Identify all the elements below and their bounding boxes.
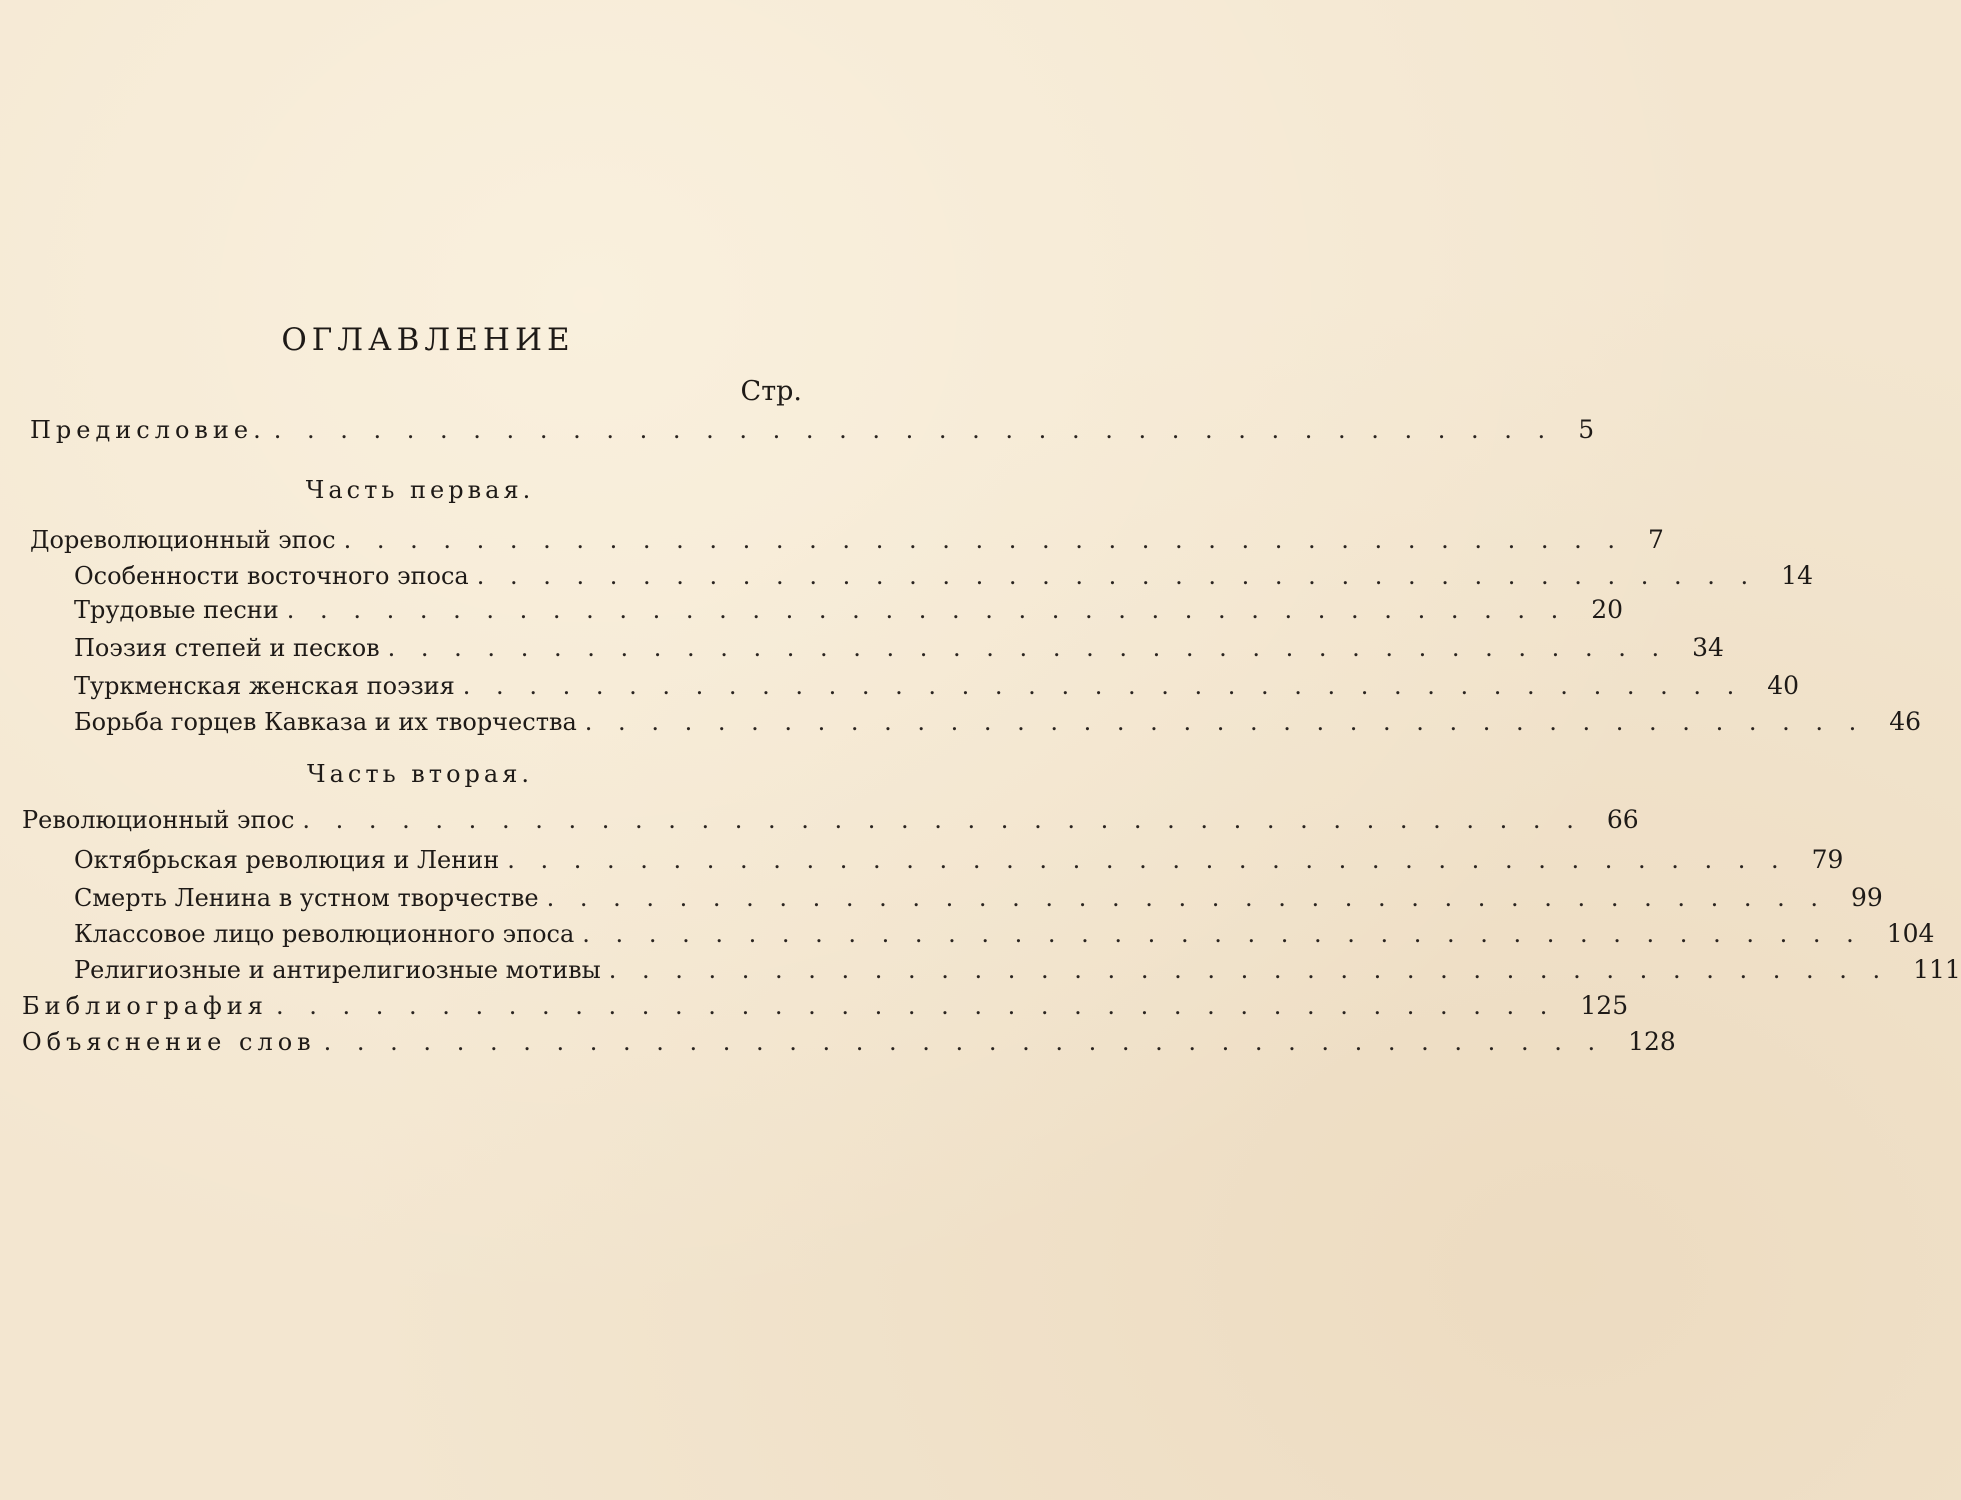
leader-dots: . . . . . . . . . . . . . . . . . . . . . . . . . . . . . . . . . . . . . . . — [546, 884, 1827, 912]
leader-dots: . . . . . . . . . . . . . . . . . . . . . . . . . . . . . . . . . . . . . . . — [462, 672, 1744, 700]
toc-entry[interactable] — [74, 838, 1844, 874]
toc-entry-label: Туркменская женская поэзия — [74, 672, 455, 700]
toc-entry-preface[interactable] — [30, 408, 1595, 444]
leader-dots: . . . . . . . . . . . . . . . . . . . . . . . . . . . . . . . . . . . . . . . — [476, 562, 1758, 590]
leader-dots: . . . . . . . . . . . . . . . . . . . . . . . . . . . . . . . . . . . . . . . — [275, 992, 1557, 1020]
toc-entry-bibliography[interactable] — [22, 984, 1629, 1020]
toc-entry-page: 111 — [1913, 955, 1961, 984]
toc-entry-page: 128 — [1628, 1027, 1676, 1056]
toc-entry-glossary[interactable] — [22, 1020, 1676, 1056]
toc-entry[interactable] — [74, 588, 1624, 624]
toc-entry-label: Борьба горцев Кавказа и их творчества — [74, 708, 577, 736]
page-title: ОГЛАВЛЕНИЕ — [281, 322, 575, 358]
leader-dots: . . . . . . . . . . . . . . . . . . . . . . . . . . . . . . . . . . . . . . . — [273, 416, 1555, 444]
toc-entry-page: 34 — [1692, 633, 1724, 662]
toc-entry[interactable] — [74, 626, 1724, 662]
toc-entry-label: Классовое лицо революционного эпоса — [74, 920, 575, 948]
toc-entry-label: Особенности восточного эпоса — [74, 562, 469, 590]
toc-entry-page: 46 — [1889, 707, 1922, 736]
toc-entry-page: 40 — [1767, 671, 1800, 700]
leader-dots: . . . . . . . . . . . . . . . . . . . . . . . . . . . . . . . . . . . . . . . — [343, 526, 1624, 554]
toc-entry-label: Дореволюционный эпос — [30, 526, 336, 554]
toc-entry-page: 79 — [1811, 845, 1844, 874]
toc-entry-page: 14 — [1781, 561, 1813, 590]
page-column-label: Стр. — [740, 376, 802, 407]
leader-dots: . . . . . . . . . . . . . . . . . . . . . . . . . . . . . . . . . . . . . . . — [387, 634, 1669, 662]
toc-entry-label: Религиозные и антирелигиозные мотивы — [74, 956, 601, 984]
toc-entry-label: Революционный эпос — [22, 806, 295, 834]
toc-entry-prerevolutionary-epic[interactable] — [30, 518, 1664, 554]
leader-dots: . . . . . . . . . . . . . . . . . . . . . . . . . . . . . . . . . . . . . . . — [584, 708, 1866, 736]
leader-dots: . . . . . . . . . . . . . . . . . . . . . . . . . . . . . . . . . . . . . . . — [286, 596, 1568, 624]
toc-entry-label: Смерть Ленина в устном творчестве — [74, 884, 539, 912]
toc-entry-page: 5 — [1578, 415, 1595, 444]
toc-entry[interactable] — [74, 948, 1961, 984]
leader-dots: . . . . . . . . . . . . . . . . . . . . . . . . . . . . . . . . . . . . . . . — [323, 1028, 1605, 1056]
toc-entry-revolutionary-epic[interactable] — [22, 798, 1639, 834]
section-heading-part-one: Часть первая. — [305, 476, 535, 504]
toc-entry[interactable] — [74, 876, 1883, 912]
toc-entry[interactable] — [74, 700, 1922, 736]
toc-entry-page: 104 — [1886, 919, 1935, 948]
toc-entry-label: Октябрьская революция и Ленин — [74, 846, 500, 874]
toc-entry-page: 20 — [1591, 595, 1624, 624]
leader-dots: . . . . . . . . . . . . . . . . . . . . . . . . . . . . . . . . . . . . . . . — [608, 956, 1890, 984]
toc-entry-label: Объяснение слов — [22, 1028, 316, 1056]
toc-entry[interactable] — [74, 554, 1813, 590]
toc-entry-page: 125 — [1580, 991, 1629, 1020]
toc-entry-label: Трудовые песни — [74, 596, 279, 624]
toc-entry-page: 7 — [1648, 525, 1664, 554]
leader-dots: . . . . . . . . . . . . . . . . . . . . . . . . . . . . . . . . . . . . . . . — [507, 846, 1788, 874]
leader-dots: . . . . . . . . . . . . . . . . . . . . . . . . . . . . . . . . . . . . . . . — [302, 806, 1583, 834]
toc-entry[interactable] — [74, 664, 1800, 700]
leader-dots: . . . . . . . . . . . . . . . . . . . . . . . . . . . . . . . . . . . . . . . — [582, 920, 1863, 948]
toc-entry-page: 66 — [1606, 805, 1639, 834]
section-heading-part-two: Часть вторая. — [307, 760, 533, 788]
toc-entry-label: Предисловие. — [30, 416, 266, 444]
toc-entry-label: Библиография — [22, 992, 268, 1020]
toc-entry-page: 99 — [1851, 883, 1883, 912]
toc-entry[interactable] — [74, 912, 1935, 948]
toc-entry-label: Поэзия степей и песков — [74, 634, 380, 662]
